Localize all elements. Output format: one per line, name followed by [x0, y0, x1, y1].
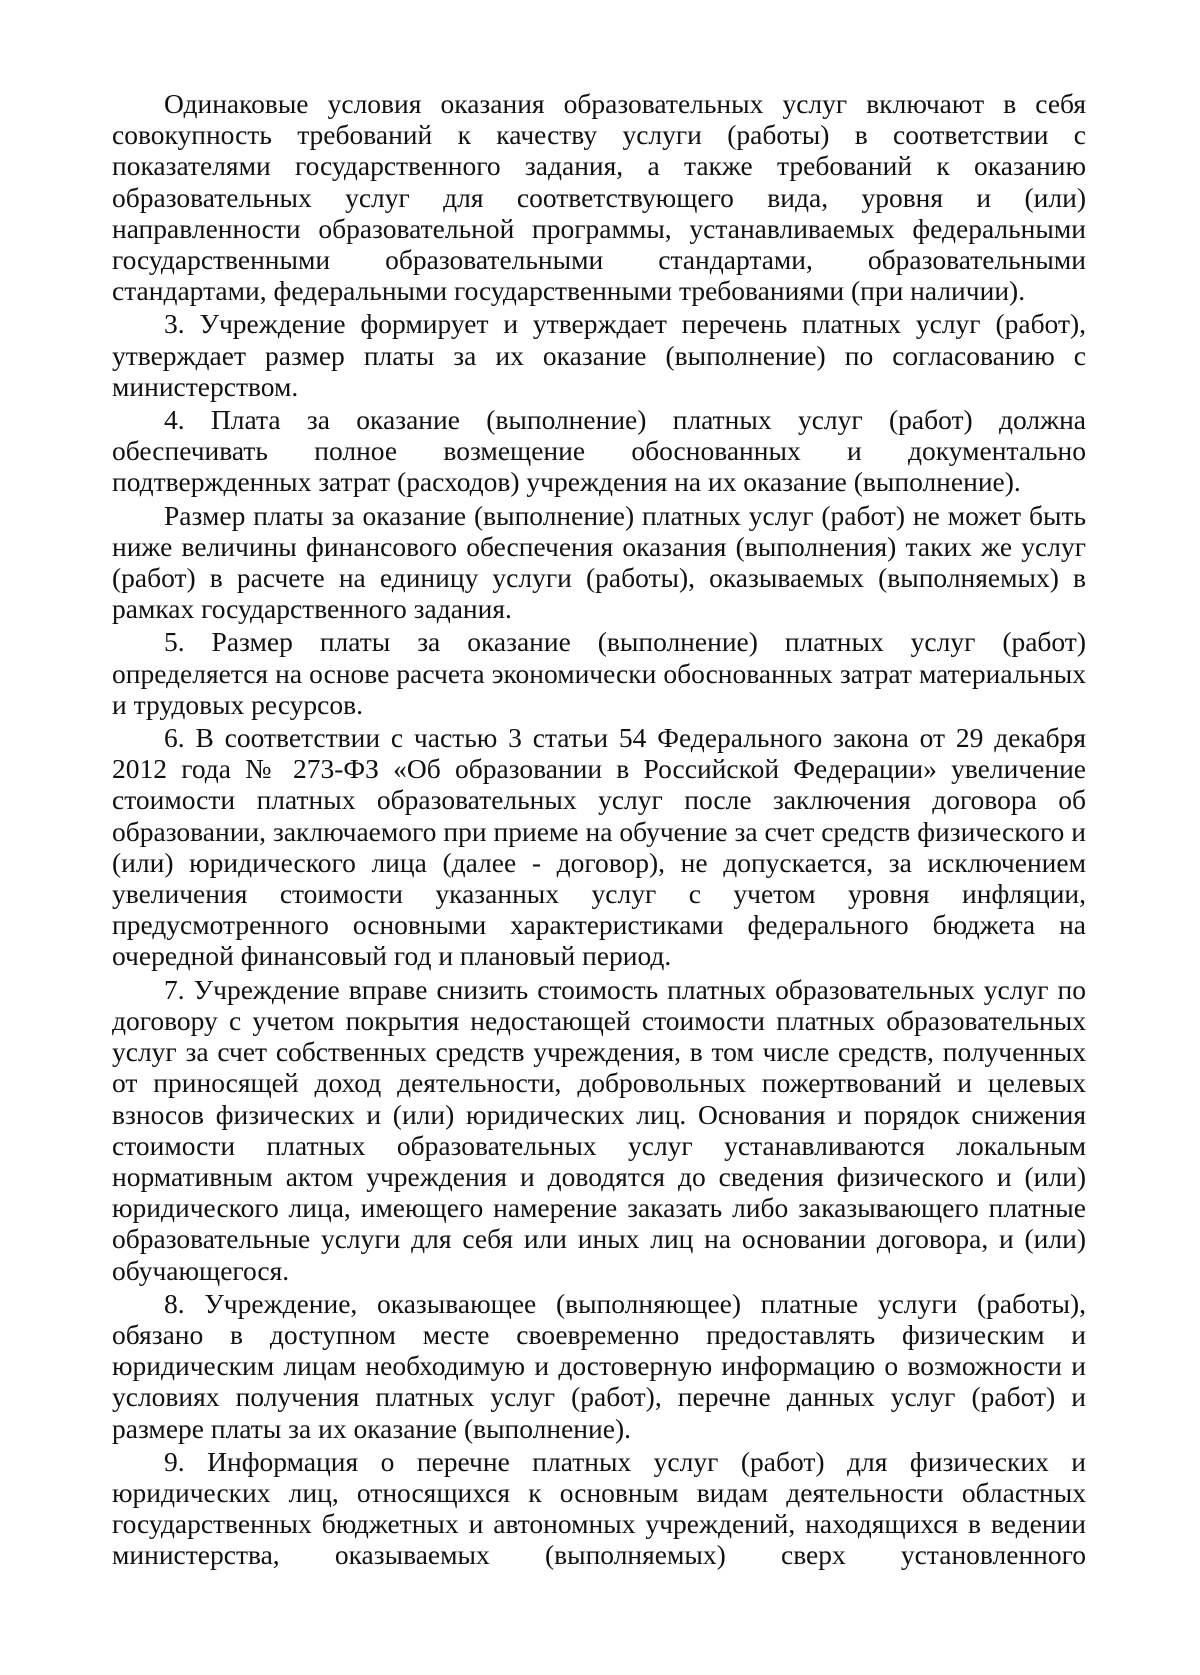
- paragraph-8: 8. Учреждение, оказывающее (выполняющее) платные услуги (работы), обязано в доступном месте своевременно предоставлять физическим и юридическим лицам необходимую и достоверную информацию о возможности и условиях получения платных услуг (работ), перечне данных услуг (работ) и размере платы за их оказание (выполнение).: [112, 1287, 1086, 1444]
- paragraph-4-fee-size: Размер платы за оказание (выполнение) платных услуг (работ) не может быть ниже величины финансового обеспечения оказания (выполнения) таких же услуг (работ) в расчете на единицу услуги (работы), оказываемых (выполняемых) в рамках государственного задания.: [112, 499, 1086, 625]
- paragraph-9: 9. Информация о перечне платных услуг (работ) для физических и юридических лиц, относящихся к основным видам деятельности областных государственных бюджетных и автономных учреждений, находящихся в ведении министерства, оказываемых (выполняемых) сверх установленного: [112, 1445, 1086, 1571]
- document-body: [112, 88, 1086, 1573]
- paragraph-4: 4. Плата за оказание (выполнение) платных услуг (работ) должна обеспечивать полное возмещение обоснованных и документально подтвержденных затрат (расходов) учреждения на их оказание (выполнение).: [112, 404, 1086, 498]
- paragraph-equal-conditions: Одинаковые условия оказания образовательных услуг включают в себя совокупность требований к качеству услуги (работы) в соответствии с показателями государственного задания, а также требований к оказанию образовательных услуг для соответствующего вида, уровня и (или) направленности образовательной программы, устанавливаемых федеральными государственными образовательными стандартами, образовательными стандартами, федеральными государственными требованиями (при наличии).: [112, 88, 1086, 307]
- paragraph-5: 5. Размер платы за оказание (выполнение) платных услуг (работ) определяется на основе расчета экономически обоснованных затрат материальных и трудовых ресурсов.: [112, 626, 1086, 720]
- paragraph-7: 7. Учреждение вправе снизить стоимость платных образовательных услуг по договору с учетом покрытия недостающей стоимости платных образовательных услуг за счет собственных средств учреждения, в том числе средств, полученных от приносящей доход деятельности, добровольных пожертвований и целевых взносов физических и (или) юридических лиц. Основания и порядок снижения стоимости платных образовательных услуг устанавливаются локальным нормативным актом учреждения и доводятся до сведения физического и (или) юридического лица, имеющего намерение заказать либо заказывающего платные образовательные услуги для себя или иных лиц на основании договора, и (или) обучающегося.: [112, 973, 1086, 1286]
- paragraph-6: 6. В соответствии с частью 3 статьи 54 Федерального закона от 29 декабря 2012 года № 273-ФЗ «Об образовании в Российской Федерации» увеличение стоимости платных образовательных услуг после заключения договора об образовании, заключаемого при приеме на обучение за счет средств физического и (или) юридического лица (далее - договор), не допускается, за исключением увеличения стоимости указанных услуг с учетом уровня инфляции, предусмотренного основными характеристиками федерального бюджета на очередной финансовый год и плановый период.: [112, 722, 1086, 972]
- paragraph-3: 3. Учреждение формирует и утверждает перечень платных услуг (работ), утверждает размер платы за их оказание (выполнение) по согласованию с министерством.: [112, 308, 1086, 402]
